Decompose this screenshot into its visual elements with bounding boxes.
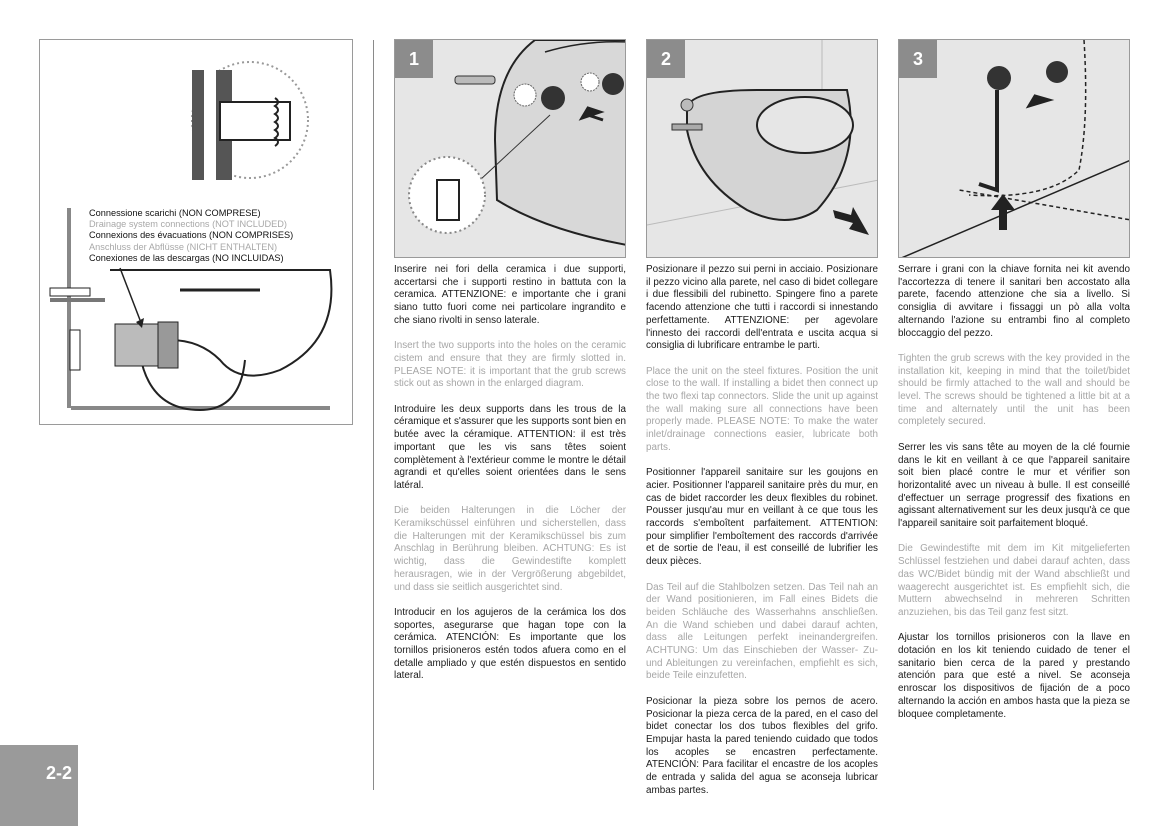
instruction-en: Tighten the grub screws with the key provided in the installation kit, keeping in mind that the toilet/bidet should be firmly attached to the wall and should be level. The screws should be tightened a little bit at a time and alternately until the unit has been completely secured. [898,352,1130,428]
label-it: Connessione scarichi (NON COMPRESE) [89,208,261,218]
instruction-fr: Introduire les deux supports dans les trous de la céramique et s'assurer que les supports sont bien en butée avec la céramique. ATTENTION: il est très important que les vis sans têtes soient complètement à l'extérieur comme le montre le détail agrandi et qu'elles soient orientées dans le sens latéral. [394,403,626,491]
drainage-labels [87,208,295,264]
step-number-badge: 1 [395,40,433,78]
instruction-en: Place the unit on the steel fixtures. Position the unit close to the wall. If installing a bidet then connect up the two flexi tap connectors. Slide the unit up against the wall making sure all connections have been properly made. PLEASE NOTE: To make the water inlet/drainage connections easier, lubricate both parts. [646,365,878,453]
step-number-badge: 2 [647,40,685,78]
instruction-es: Ajustar los tornillos prisioneros con la llave en dotación en los kit teniendo cuidado de tener el sanitario bien cerca de la pared y prestando atención para que esté a nivel. Se aconseja enroscar los dispositivos de fijación de a poco alternando la acción en ambos hasta que la pieza se bloquee completamente. [898,632,1130,720]
instruction-de: Die beiden Halterungen in die Löcher der Keramikschüssel einführen und sicherstellen, dass die Halterungen mit der Keramikschüssel bis zum Anschlag in Berührung bleiben. ACHTUNG: Es ist wichtig, dass die Gewindestifte komplett herausragen, wie in der Vergrößerung abgebildet, und dass sie seitlich ausgerichtet sind. [394,505,626,593]
instruction-it: Serrare i grani con la chiave fornita nei kit avendo l'accortezza di tenere il sanitari ben accostato alla parete, facendo attenzione che sia a livello. Si consiglia di avvitare i fissaggi un pò alla volta alternando l'azione su entrambi fino al completo bloccaggio del pezzo. [898,264,1130,339]
label-es: Conexiones de las descargas (NO INCLUIDAS) [89,252,284,263]
label-en: Drainage system connections (NOT INCLUDED) [89,219,287,230]
instruction-fr: Positionner l'appareil sanitaire sur les goujons en acier. Positionner l'appareil sanitaire près du mur, en cas de bidet raccorder les deux flexibles du robinet. Pousser jusqu'au mur en veillant à ce que tous les raccords s'emboîtent parfaitement. ATTENTION: pour simplifier l'emboîtement des raccords d'arrivée et de sortie de l'eau, il est conseillé de lubrifier les deux pièces. [646,467,878,568]
step-1-illustration [394,39,626,258]
instruction-it: Posizionare il pezzo sui perni in acciaio. Posizionare il pezzo vicino alla parete, nel caso di bidet collegare i due flessibili del rubinetto. Spingere fino a parete facendo attenzione che tutti i raccordi si innestando perfettamente. ATTENZIONE: per agevolare l'innesto dei raccordi dell'entrata e uscita acqua si consiglia di lubrificare entrambe le parti. [646,264,878,352]
step-3-illustration [898,39,1130,258]
page-number: 2-2 [45,763,72,783]
label-de: Anschluss der Abflüsse (NICHT ENTHALTEN) [89,241,278,252]
instruction-es: Introducir en los agujeros de la cerámica los dos soportes, asegurarse que hagan tope con la cerámica. ATENCIÓN: Es importante que los tornillos prisioneros estén todos afuera como en el detalle ampliado y que estén dispuestos en sentido lateral. [394,606,626,682]
instruction-de: Die Gewindestifte mit dem im Kit mitgelieferten Schlüssel festziehen und dabei darauf achten, dass das WC/Bidet bündig mit der Wand abschließt und waagerecht ausgerichtet ist. Es empfiehlt sich, die Muttern abwechselnd in mehreren Schritten anzuziehen, bis das Teil ganz fest sitzt. [898,543,1130,618]
instruction-it: Inserire nei fori della ceramica i due supporti, accertarsi che i supporti restino in battuta con la ceramica. ATTENZIONE: e importante che i grani siano tutto fuori come nei particolare ingrandito e che siano rivolti in senso laterale. [394,264,626,326]
instruction-fr: Serrer les vis sans tête au moyen de la clé fournie dans le kit en veillant à ce que l'appareil sanitaire soit bien placé contre le mur et vérifier son horizontalité avec un niveau à bulle. Il est conseillé d'effectuer un serrage progressif des fixations en agissant alternativement sur les deux jusqu'à ce que l'appareil sanitaire soit parfaitement bloqué. [898,441,1130,530]
drainage-connection-figure [39,39,353,425]
label-fr: Connexions des évacuations (NON COMPRISES) [89,230,294,241]
step-2-instructions [646,264,878,810]
step-2-illustration [646,39,878,258]
step-3-instructions [898,264,1130,734]
step-1-instructions [394,264,626,696]
column-divider [373,40,374,790]
page-number-tab [0,745,78,826]
instruction-es: Posicionar la pieza sobre los pernos de acero. Posicionar la pieza cerca de la pared, en el caso del bidet conectar los dos tubos flexibles del grifo. Empujar hasta la pared teniendo cuidado que todos los acoples se encastren perfectamente. ATENCIÓN: Para facilitar el encastre de los acoples de entrada y salida del agua se aconseja lubricar ambas partes. [646,695,878,796]
instruction-de: Das Teil auf die Stahlbolzen setzen. Das Teil nah an der Wand positionieren, im Fall eines Bidets die beiden Schläuche des Wasserhahns anschließen. An die Wand schieben und dabei darauf achten, dass alle Leitungen perfekt ineinandergreifen. ACHTUNG: Um das Einschieben der Wasser- Zu- und Ableitungen zu vereinfachen, empfiehlt es sich, beide Teile einzufetten. [646,581,878,682]
step-number-badge: 3 [899,40,937,78]
instruction-en: Insert the two supports into the holes on the ceramic cistem and ensure that they are firmly slotted in. PLEASE NOTE: it is important that the grub screws stick out as shown in the enlarged diagram. [394,340,626,390]
